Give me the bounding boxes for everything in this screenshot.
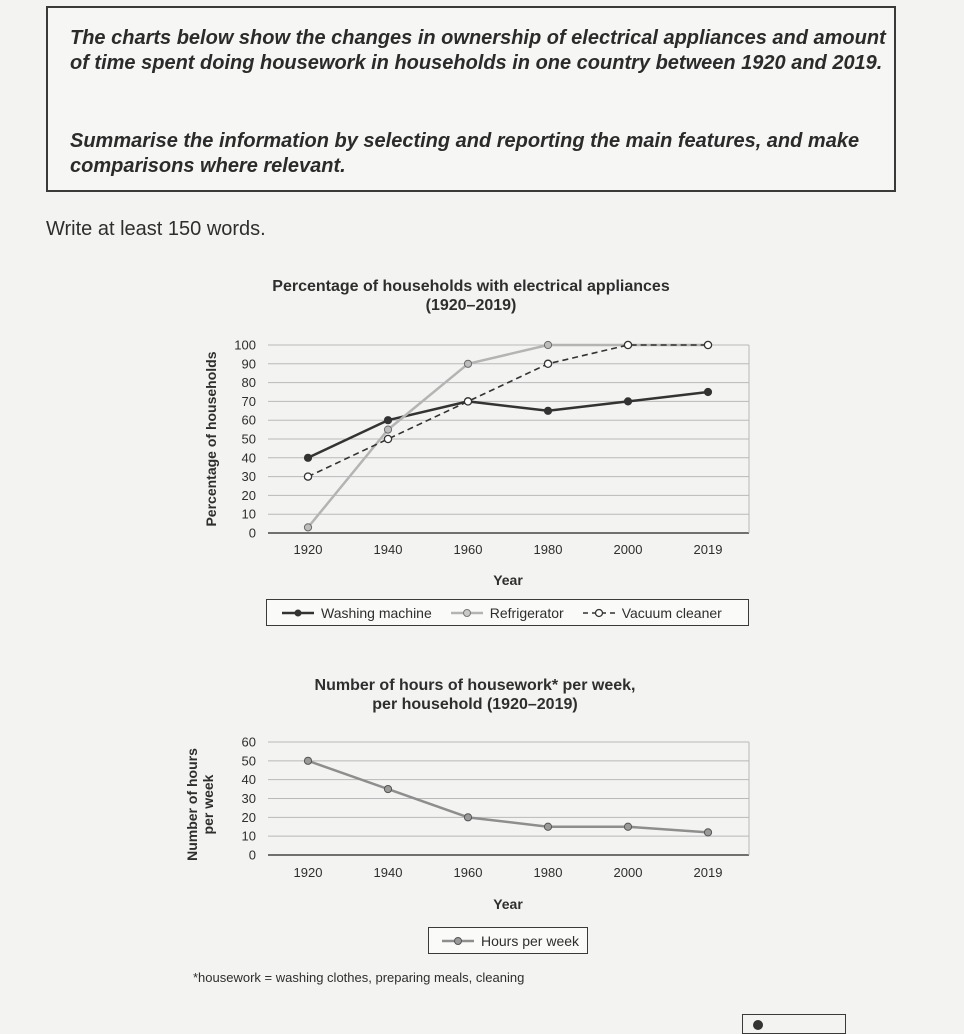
washing-machine-legend-swatch bbox=[281, 607, 315, 619]
legend-item-hours-per-week bbox=[441, 933, 579, 949]
chart1-series-line-vacuum-cleaner bbox=[308, 345, 708, 477]
chart1-xtick-label: 1940 bbox=[373, 542, 403, 557]
chart1-xtick-label: 2019 bbox=[693, 542, 723, 557]
chart1-ytick-label: 20 bbox=[241, 487, 256, 503]
chart1-xtick-label: 1920 bbox=[293, 542, 323, 557]
chart1-point-refrigerator bbox=[304, 524, 311, 531]
chart1-ytick-label: 50 bbox=[241, 431, 256, 447]
chart2-xtick-label: 1960 bbox=[453, 865, 483, 880]
chart2-xtick-label: 1980 bbox=[533, 865, 563, 880]
chart1-point-vacuum-cleaner bbox=[464, 398, 471, 405]
legend-label-vacuum-cleaner: Vacuum cleaner bbox=[621, 604, 722, 621]
chart2-xtick-label: 1940 bbox=[373, 865, 403, 880]
legend-label-refrigerator: Refrigerator bbox=[489, 604, 564, 621]
chart2-point-hours-per-week bbox=[304, 757, 311, 764]
chart1-point-vacuum-cleaner bbox=[304, 473, 311, 480]
chart2-ytick-label: 40 bbox=[241, 772, 256, 788]
chart2-title: Number of hours of housework* per week, bbox=[314, 677, 636, 694]
chart1-point-vacuum-cleaner bbox=[704, 341, 711, 348]
chart1-point-vacuum-cleaner bbox=[384, 435, 391, 442]
chart2-y-axis-label-line1: Number of hours bbox=[184, 748, 200, 861]
chart2-point-hours-per-week bbox=[544, 823, 551, 830]
chart1-subtitle: (1920–2019) bbox=[425, 297, 517, 314]
chart1-xtick-label: 2000 bbox=[613, 542, 643, 557]
chart1-ytick-label: 100 bbox=[234, 337, 256, 353]
chart2-xtick-label: 2019 bbox=[693, 865, 723, 880]
chart1-point-washing-machine bbox=[384, 417, 391, 424]
chart2-xtick-label: 2000 bbox=[613, 865, 643, 880]
legend-label-hours-per-week: Hours per week bbox=[481, 932, 580, 949]
legend-item-vacuum-cleaner bbox=[582, 605, 722, 621]
chart2-xtick-label: 1920 bbox=[293, 865, 323, 880]
chart2-point-hours-per-week bbox=[384, 785, 391, 792]
task-prompt: The charts below show the changes in ownership of electrical appliances and amount of time spent doing housework in households in one country between 1920 and 2019. bbox=[70, 27, 886, 74]
chart1-ytick-label: 70 bbox=[241, 393, 256, 409]
task-instruction: Summarise the information by selecting and reporting the main features, and make comparisons where relevant. bbox=[70, 130, 860, 177]
chart1-xtick-label: 1980 bbox=[533, 542, 563, 557]
chart2-y-axis-label-line2: per week bbox=[200, 774, 216, 835]
chart1-ytick-label: 40 bbox=[241, 450, 256, 466]
chart2-ytick-label: 10 bbox=[241, 828, 256, 844]
footnote: *housework = washing clothes, preparing meals, cleaning bbox=[193, 970, 525, 985]
vacuum-cleaner-legend-swatch bbox=[582, 607, 616, 619]
chart1-point-refrigerator bbox=[384, 426, 391, 433]
chart2-point-hours-per-week bbox=[704, 829, 711, 836]
chart1-point-washing-machine bbox=[624, 398, 631, 405]
chart2-ytick-label: 0 bbox=[248, 847, 256, 863]
chart1-xtick-label: 1960 bbox=[453, 542, 483, 557]
chart2-ytick-label: 50 bbox=[241, 753, 256, 769]
chart1-x-axis-label: Year bbox=[493, 572, 523, 588]
page-corner-element bbox=[742, 1014, 846, 1034]
chart1-y-axis-label: Percentage of households bbox=[203, 351, 219, 527]
word-count-instruction: Write at least 150 words. bbox=[46, 218, 266, 240]
chart2-subtitle: per household (1920–2019) bbox=[372, 696, 578, 713]
chart2-point-hours-per-week bbox=[464, 814, 471, 821]
chart1-ytick-label: 60 bbox=[241, 412, 256, 428]
chart1-point-washing-machine bbox=[304, 454, 311, 461]
chart2-series-line-hours-per-week bbox=[308, 761, 708, 833]
chart1-ytick-label: 80 bbox=[241, 375, 256, 391]
chart1-series-line-refrigerator bbox=[308, 345, 708, 527]
chart1-point-vacuum-cleaner bbox=[624, 341, 631, 348]
refrigerator-legend-swatch bbox=[450, 607, 484, 619]
legend-item-refrigerator bbox=[450, 605, 564, 621]
chart1-point-washing-machine bbox=[704, 388, 711, 395]
chart2-legend bbox=[428, 927, 588, 954]
chart1-point-refrigerator bbox=[464, 360, 471, 367]
chart1-point-vacuum-cleaner bbox=[544, 360, 551, 367]
chart2-ytick-label: 60 bbox=[241, 734, 256, 750]
hours-per-week-legend-swatch bbox=[441, 935, 475, 947]
chart1-point-refrigerator bbox=[544, 341, 551, 348]
chart1-title: Percentage of households with electrical appliances bbox=[272, 278, 670, 295]
chart1-ytick-label: 90 bbox=[241, 356, 256, 372]
chart1-ytick-label: 30 bbox=[241, 469, 256, 485]
legend-item-washing-machine bbox=[281, 605, 432, 621]
chart1-legend bbox=[266, 599, 749, 626]
chart2-point-hours-per-week bbox=[624, 823, 631, 830]
chart2-ytick-label: 20 bbox=[241, 809, 256, 825]
chart2-ytick-label: 30 bbox=[241, 791, 256, 806]
chart1-ytick-label: 10 bbox=[241, 506, 256, 522]
chart1-point-washing-machine bbox=[544, 407, 551, 414]
chart1-ytick-label: 0 bbox=[248, 525, 256, 541]
chart2-x-axis-label: Year bbox=[493, 896, 523, 912]
legend-label-washing-machine: Washing machine bbox=[321, 604, 432, 621]
